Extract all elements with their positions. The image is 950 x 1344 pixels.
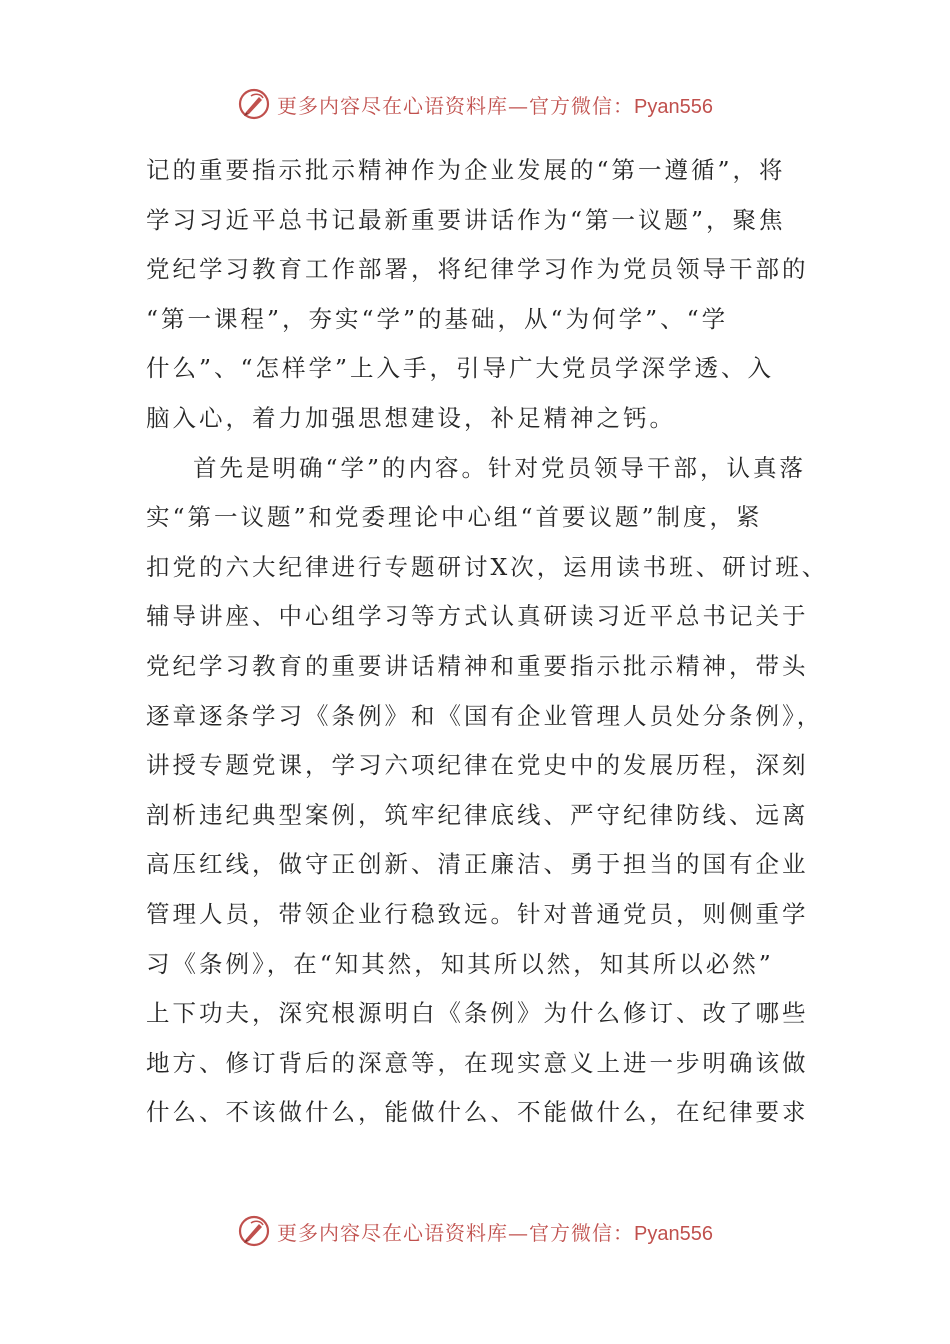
banner-label: 更多内容尽在心语资料库—官方微信：Pyan556 xyxy=(277,1220,713,1245)
header-banner xyxy=(0,84,950,124)
paragraph xyxy=(146,444,829,1138)
text-line: 辅导讲座、中心组学习等方式认真研读习近平总书记关于 xyxy=(146,602,809,631)
text-line: 讲授专题党课，学习六项纪律在党史中的发展历程，深刻 xyxy=(146,751,809,780)
text-line: 管理人员，带领企业行稳致远。针对普通党员，则侧重学 xyxy=(146,899,809,928)
wechat-id: Pyan556 xyxy=(634,95,713,118)
document-body xyxy=(146,146,829,1138)
text-line: 高压红线，做守正创新、清正廉洁、勇于担当的国有企业 xyxy=(146,850,809,879)
wechat-id: Pyan556 xyxy=(634,1222,713,1245)
pen-logo-icon xyxy=(237,1214,271,1248)
pen-logo-icon xyxy=(237,87,271,121)
text-line: 习《条例》，在“知其然，知其所以然，知其所以必然” xyxy=(146,949,774,978)
text-line: 学习习近平总书记最新重要讲话作为“第一议题”，聚焦 xyxy=(146,205,786,234)
text-line: 逐章逐条学习《条例》和《国有企业管理人员处分条例》， xyxy=(146,701,824,730)
text-line: 什么、不该做什么，能做什么、不能做什么，在纪律要求 xyxy=(146,1098,809,1127)
footer-banner xyxy=(0,1211,950,1251)
text-line: 党纪学习教育的重要讲话精神和重要指示批示精神，带头 xyxy=(146,651,809,680)
text-line: 党纪学习教育工作部署，将纪律学习作为党员领导干部的 xyxy=(146,255,809,284)
text-line: “第一课程”，夯实“学”的基础，从“为何学”、“学 xyxy=(146,304,729,333)
text-line: 剖析违纪典型案例，筑牢纪律底线、严守纪律防线、远离 xyxy=(146,800,809,829)
text-line: 什么”、“怎样学”上入手，引导广大党员学深学透、入 xyxy=(146,354,775,383)
text-line: 地方、修订背后的深意等，在现实意义上进一步明确该做 xyxy=(146,1048,809,1077)
text-line: 实“第一议题”和党委理论中心组“首要议题”制度，紧 xyxy=(146,503,763,532)
banner-label: 更多内容尽在心语资料库—官方微信：Pyan556 xyxy=(277,93,713,118)
paragraph xyxy=(146,146,809,444)
text-line: 记的重要指示批示精神作为企业发展的“第一遵循”，将 xyxy=(146,156,786,184)
text-line: 上下功夫，深究根源明白《条例》为什么修订、改了哪些 xyxy=(146,999,809,1028)
text-line: 扣党的六大纪律进行专题研讨X次，运用读书班、研讨班、 xyxy=(146,552,829,581)
text-line: 脑入心，着力加强思想建设，补足精神之钙。 xyxy=(146,403,676,432)
text-line: 首先是明确“学”的内容。针对党员领导干部，认真落 xyxy=(193,453,807,482)
